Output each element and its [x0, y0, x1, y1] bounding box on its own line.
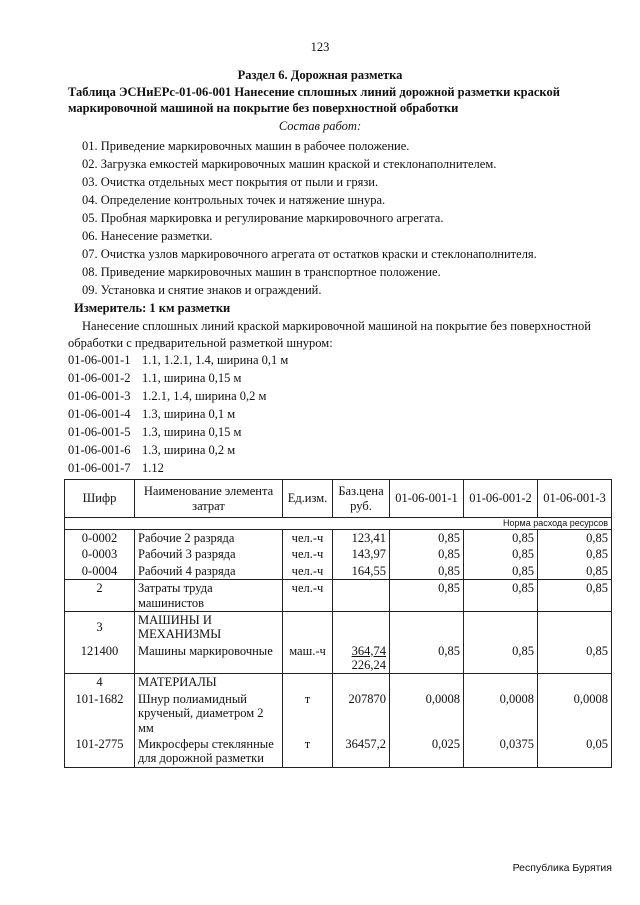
table-row [65, 530, 612, 547]
cell-code: 4 [65, 674, 135, 691]
cell-code: 0-0003 [65, 546, 135, 562]
norm-label: Норма расхода ресурсов [65, 518, 612, 530]
code-text: 1.2.1, 1.4, ширина 0,2 м [142, 389, 267, 403]
cell-value: 0,85 [464, 643, 538, 674]
cell-code: 0-0002 [65, 530, 135, 547]
cell-value: 0,85 [464, 580, 538, 612]
code-text: 1.3, ширина 0,2 м [142, 443, 236, 457]
cell-unit: чел.-ч [283, 546, 333, 562]
cell-value: 0,0375 [464, 736, 538, 767]
cell-value: 0,85 [390, 563, 464, 580]
work-item: 01. Приведение маркировочных машин в рабочее положение. [82, 139, 410, 153]
cell-value: 0,0008 [390, 691, 464, 736]
cell-unit: т [283, 691, 333, 736]
cell-name: МАТЕРИАЛЫ [135, 674, 283, 691]
cell-code: 0-0004 [65, 563, 135, 580]
norm-row [65, 518, 612, 530]
code-item [68, 443, 236, 457]
work-item: 02. Загрузка емкостей маркировочных машин краской и стеклонаполнителем. [82, 157, 497, 171]
cell-price [333, 643, 390, 674]
page-number: 123 [310, 40, 330, 54]
cell-name: МАШИНЫ И МЕХАНИЗМЫ [135, 611, 283, 642]
code-id: 01-06-001-6 [68, 443, 131, 457]
cell-value: 0,0008 [464, 691, 538, 736]
table-header-row [65, 480, 612, 518]
code-text: 1.1, 1.2.1, 1.4, ширина 0,1 м [142, 353, 289, 367]
cell-value: 0,025 [390, 736, 464, 767]
cell-code: 101-2775 [65, 736, 135, 767]
cell-value: 0,85 [538, 563, 612, 580]
header-price: Баз.цена руб. [333, 480, 390, 518]
resource-table [64, 479, 612, 768]
cell-price: 164,55 [333, 563, 390, 580]
meter: Измеритель: 1 км разметки [74, 301, 231, 315]
cell-code: 2 [65, 580, 135, 612]
cell-price: 143,97 [333, 546, 390, 562]
table-title-line-2: маркировочной машиной на покрытие без поверхностной обработки [68, 101, 459, 115]
cell-code: 101-1682 [65, 691, 135, 736]
section-title: Раздел 6. Дорожная разметка [237, 68, 403, 82]
price-secondary: 226,24 [351, 658, 386, 672]
code-item [68, 425, 242, 439]
code-id: 01-06-001-3 [68, 389, 131, 403]
header-code: Шифр [65, 480, 135, 518]
cell-name: Затраты труда машинистов [135, 580, 283, 612]
code-id: 01-06-001-1 [68, 353, 131, 367]
code-text: 1.1, ширина 0,15 м [142, 371, 242, 385]
work-item: 03. Очистка отдельных мест покрытия от пыли и грязи. [82, 175, 379, 189]
work-item: 07. Очистка узлов маркировочного агрегата от остатков краски и стеклонаполнителя. [82, 247, 537, 261]
header-col-1: 01-06-001-1 [390, 480, 464, 518]
header-unit: Ед.изм. [283, 480, 333, 518]
code-id: 01-06-001-7 [68, 461, 131, 475]
work-item: 06. Нанесение разметки. [82, 229, 213, 243]
table-row [65, 736, 612, 767]
cell-unit: чел.-ч [283, 580, 333, 612]
header-name: Наименование элемента затрат [135, 480, 283, 518]
cell-price [333, 580, 390, 612]
cell-value: 0,85 [538, 643, 612, 674]
cell-unit: чел.-ч [283, 530, 333, 547]
table-title-line-1: Таблица ЭСНиЕРс-01-06-001 Нанесение сплошных линий дорожной разметки краской [68, 85, 560, 99]
cell-value: 0,85 [390, 643, 464, 674]
code-id: 01-06-001-2 [68, 371, 131, 385]
cell-price: 207870 [333, 691, 390, 736]
cell-value: 0,85 [464, 546, 538, 562]
cell-unit: чел.-ч [283, 563, 333, 580]
cell-value: 0,05 [538, 736, 612, 767]
cell-name: Рабочий 4 разряда [135, 563, 283, 580]
cell-name: Шнур полиамидный крученый, диаметром 2 мм [135, 691, 283, 736]
header-col-3: 01-06-001-3 [538, 480, 612, 518]
header-col-2: 01-06-001-2 [464, 480, 538, 518]
work-item: 08. Приведение маркировочных машин в транспортное положение. [82, 265, 441, 279]
code-text: 1.3, ширина 0,1 м [142, 407, 236, 421]
table-row [65, 546, 612, 562]
cell-name: Машины маркировочные [135, 643, 283, 674]
table-row [65, 563, 612, 580]
cell-value: 0,85 [390, 580, 464, 612]
cell-code: 3 [65, 611, 135, 642]
code-text: 1.12 [142, 461, 164, 475]
code-item [68, 407, 236, 421]
description-line-2: обработки с предварительной разметкой шнуром: [68, 336, 333, 350]
description-line-1: Нанесение сплошных линий краской маркировочной машиной на покрытие без поверхностной [82, 319, 591, 333]
table-row [65, 580, 612, 612]
cell-name: Рабочие 2 разряда [135, 530, 283, 547]
cell-value: 0,85 [390, 530, 464, 547]
code-item [68, 461, 164, 475]
cell-unit: т [283, 736, 333, 767]
code-item [68, 353, 289, 367]
work-item: 04. Определение контрольных точек и натяжение шнура. [82, 193, 386, 207]
section-row [65, 611, 612, 642]
cell-name: Микросферы стеклянные для дорожной разметки [135, 736, 283, 767]
cell-code: 121400 [65, 643, 135, 674]
cell-price: 36457,2 [333, 736, 390, 767]
work-item: 09. Установка и снятие знаков и ограждений. [82, 283, 322, 297]
code-id: 01-06-001-5 [68, 425, 131, 439]
code-id: 01-06-001-4 [68, 407, 131, 421]
code-item [68, 371, 242, 385]
table-row [65, 643, 612, 674]
section-row [65, 674, 612, 691]
table-row [65, 691, 612, 736]
cell-name: Рабочий 3 разряда [135, 546, 283, 562]
cell-value: 0,0008 [538, 691, 612, 736]
cell-value: 0,85 [464, 563, 538, 580]
cell-value: 0,85 [538, 530, 612, 547]
code-item [68, 389, 267, 403]
cell-value: 0,85 [390, 546, 464, 562]
code-text: 1.3, ширина 0,15 м [142, 425, 242, 439]
footer-region: Республика Бурятия [512, 862, 612, 874]
cell-unit: маш.-ч [283, 643, 333, 674]
cell-value: 0,85 [538, 546, 612, 562]
cell-value: 0,85 [538, 580, 612, 612]
cell-value: 0,85 [464, 530, 538, 547]
work-heading: Состав работ: [278, 119, 362, 133]
cell-price: 123,41 [333, 530, 390, 547]
work-item: 05. Пробная маркировка и регулирование маркировочного агрегата. [82, 211, 444, 225]
price-base: 364,74 [351, 643, 386, 658]
